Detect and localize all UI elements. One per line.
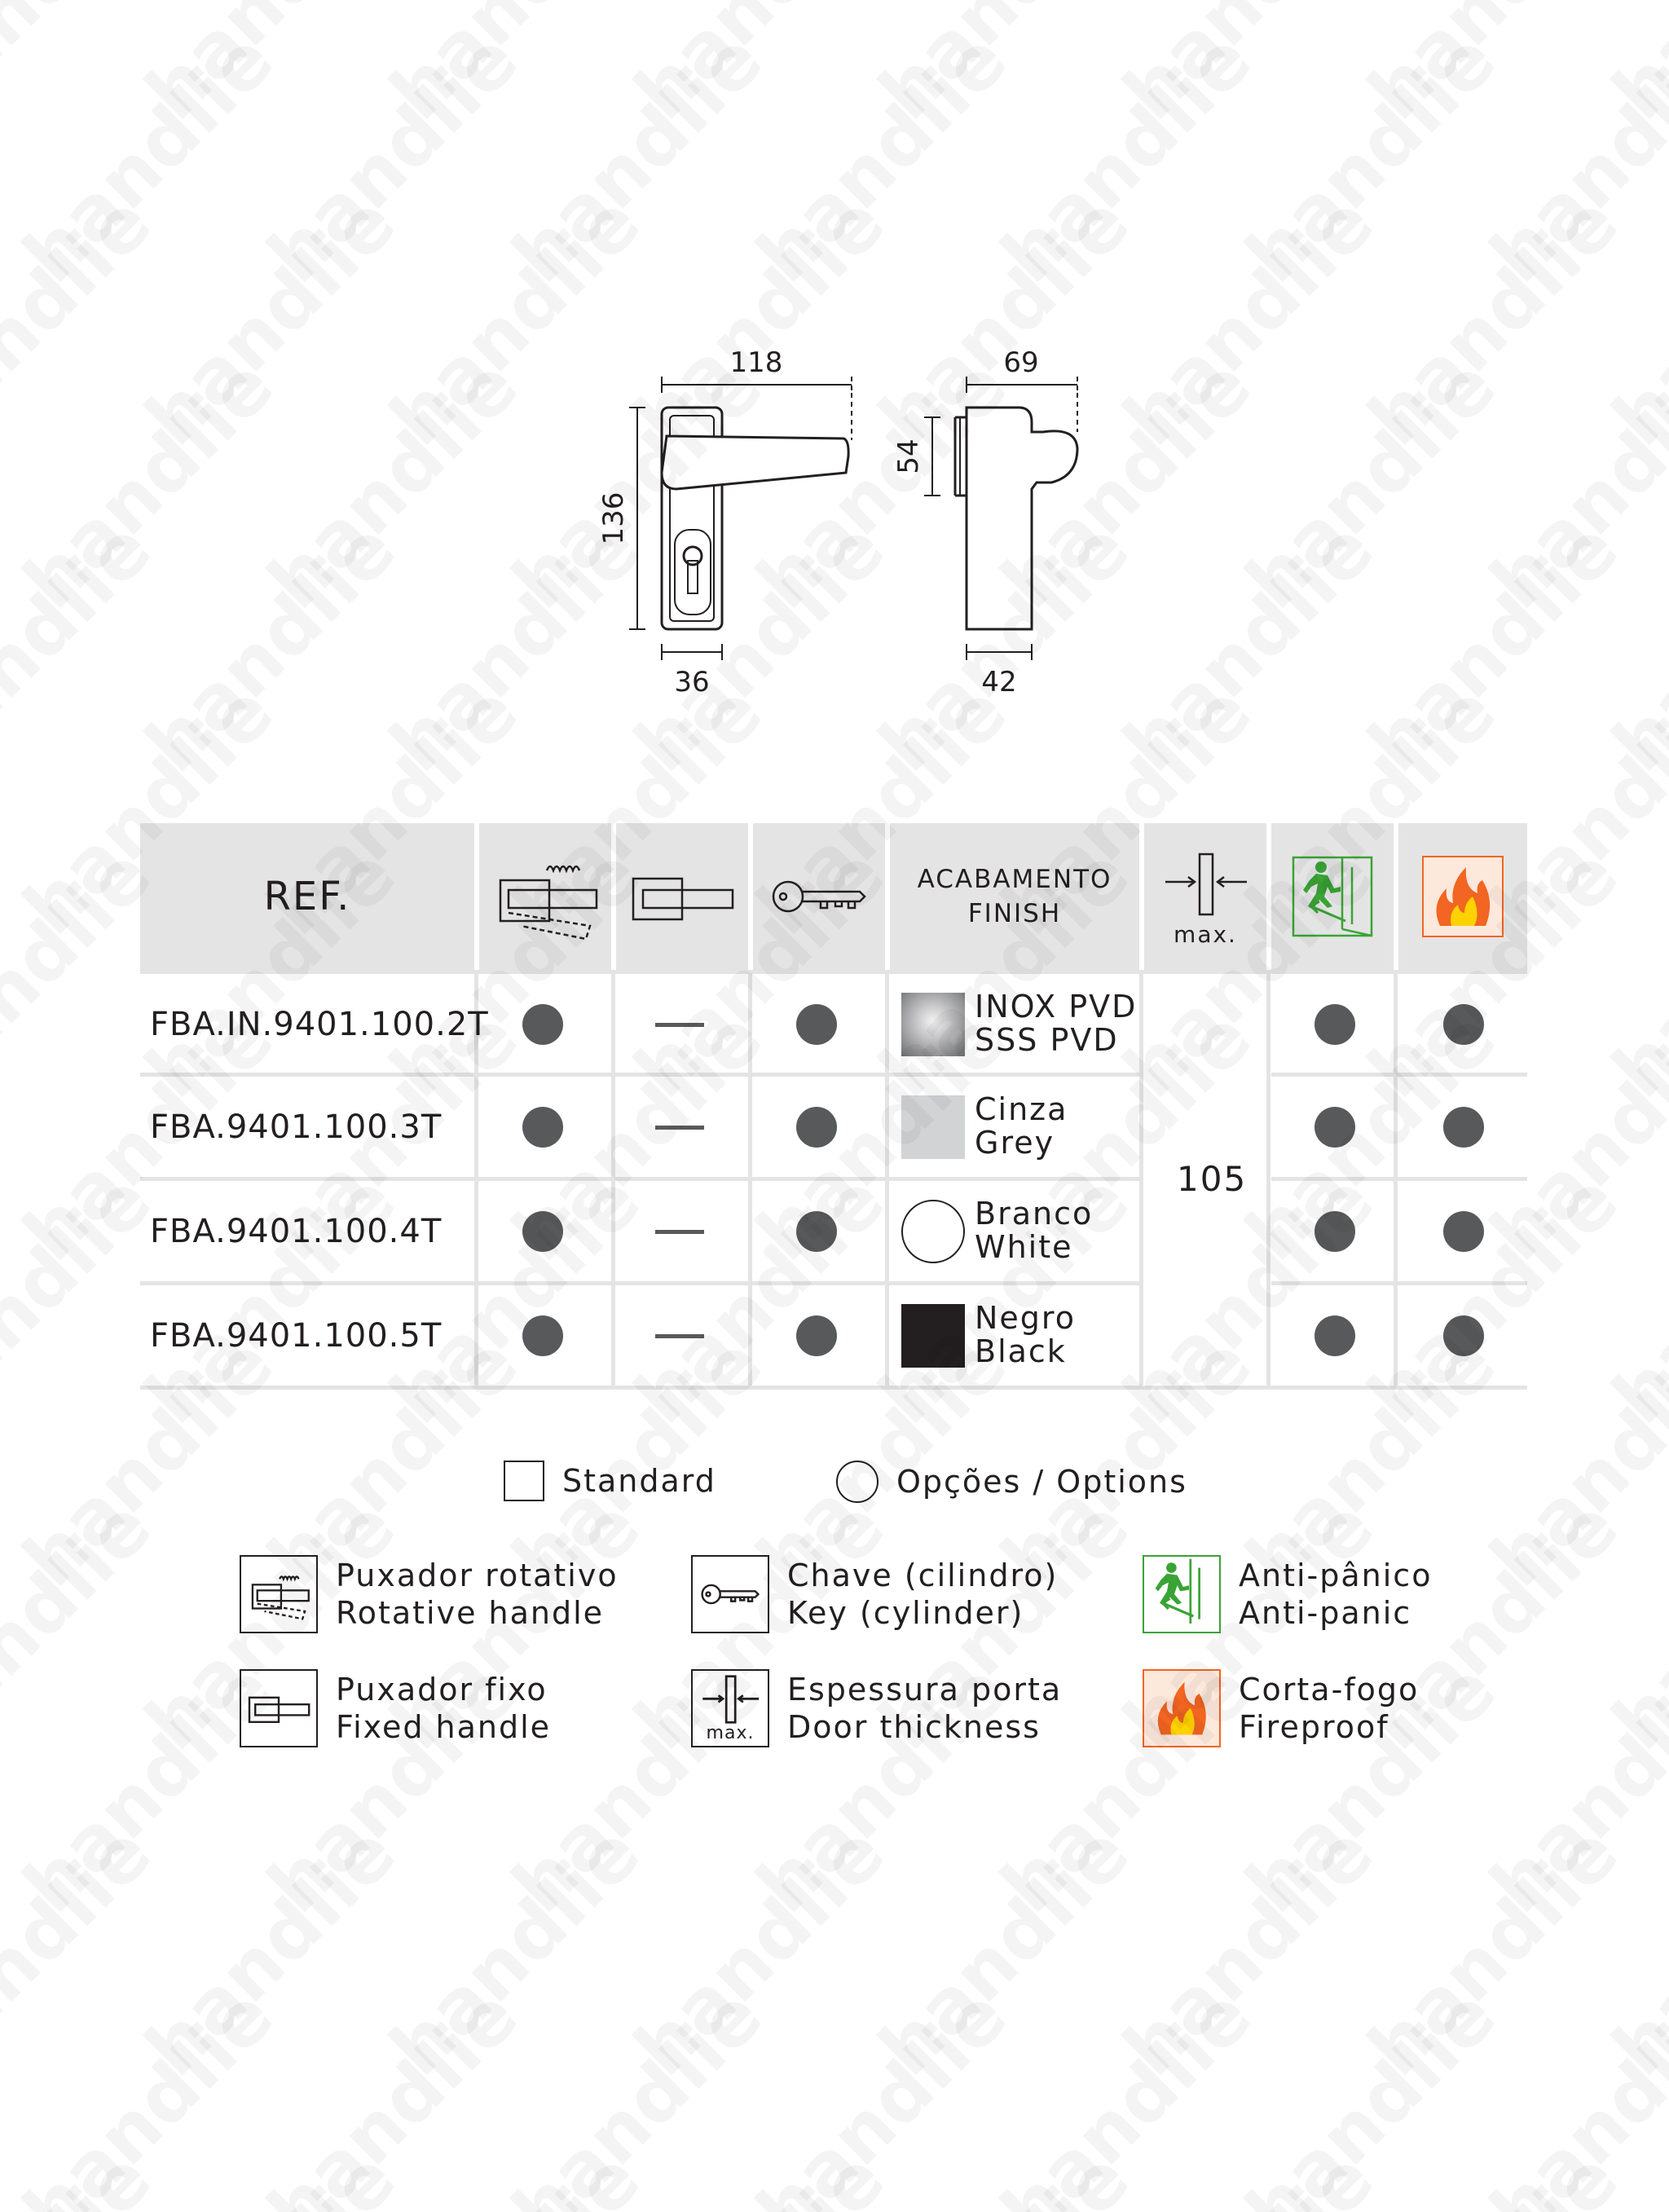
legend-anti-panic	[1143, 1555, 1432, 1633]
finish-header-en: FINISH	[967, 899, 1062, 928]
fixed-handle-legend-icon	[240, 1669, 318, 1747]
watermark-text	[373, 1809, 656, 2092]
fireproof-legend-icon	[1143, 1669, 1221, 1747]
watermark-text	[1351, 179, 1634, 462]
fireproof-icon	[1422, 856, 1504, 937]
watermark-text	[1351, 505, 1634, 788]
finish-header-pt: ACABAMENTO	[917, 865, 1112, 894]
watermark-text	[0, 1809, 168, 2092]
finish-name-pt: Negro	[975, 1300, 1076, 1336]
watermark-text	[1229, 16, 1512, 299]
handle-dimension-drawing	[570, 326, 1125, 717]
fireproof-standard-dot	[1443, 1211, 1484, 1252]
fixed-pt-label: Puxador fixo	[336, 1672, 548, 1707]
fixed-not-available-dash	[655, 1334, 704, 1338]
fixed-en-label: Fixed handle	[336, 1709, 552, 1745]
watermark-text	[1596, 2135, 1669, 2212]
door-thickness-icon	[1160, 846, 1250, 919]
rotative-handle-icon	[488, 848, 602, 945]
fixed-not-available-dash	[655, 1023, 704, 1027]
watermark-text	[251, 16, 534, 299]
rotative-handle-legend-icon	[240, 1555, 318, 1633]
rotative-pt-label: Puxador rotativo	[336, 1558, 619, 1593]
watermark-text	[1473, 1972, 1669, 2212]
watermark-text	[984, 1972, 1267, 2212]
table-row	[140, 974, 1527, 1075]
legend-standard-label: Standard	[562, 1463, 716, 1499]
options-circle-icon	[836, 1461, 879, 1503]
rotative-standard-dot	[522, 1315, 563, 1356]
rotative-standard-dot	[522, 1004, 563, 1045]
watermark-text	[0, 179, 168, 462]
finish-name-en: Grey	[975, 1125, 1055, 1161]
fixed-not-available-dash	[655, 1230, 704, 1234]
product-ref: FBA.IN.9401.100.2T	[150, 1006, 489, 1043]
table-row	[140, 1077, 1527, 1178]
key-standard-dot	[796, 1107, 837, 1148]
dim-side-height: 54	[892, 438, 925, 474]
anti-panic-standard-dot	[1315, 1315, 1355, 1356]
fireproof-standard-dot	[1443, 1107, 1484, 1148]
fire-pt-label: Corta-fogo	[1239, 1672, 1420, 1707]
watermark-text	[862, 2135, 1145, 2212]
anti-panic-header	[1271, 823, 1394, 970]
product-ref: FBA.9401.100.3T	[150, 1108, 443, 1146]
watermark-text	[7, 342, 289, 625]
watermark-text	[1596, 831, 1669, 1114]
thickness-pt-label: Espessura porta	[787, 1672, 1063, 1707]
watermark-text	[740, 16, 1023, 299]
watermark-text	[1351, 1809, 1634, 2092]
rotative-standard-dot	[522, 1211, 563, 1252]
rotative-standard-dot	[522, 1107, 563, 1148]
watermark-text	[1107, 2135, 1389, 2212]
dim-side-bottom: 42	[981, 666, 1017, 698]
fixed-not-available-dash	[655, 1126, 704, 1130]
finish-swatch-inox	[901, 993, 965, 1056]
fixed-handle-icon	[625, 856, 739, 937]
fire-en-label: Fireproof	[1239, 1709, 1389, 1745]
finish-name-en: Black	[975, 1333, 1067, 1369]
watermark-text	[1596, 1157, 1669, 1440]
watermark-text	[495, 16, 778, 299]
door-thickness-legend-icon	[691, 1669, 769, 1747]
finish-name-pt: Cinza	[975, 1091, 1068, 1127]
watermark-text	[129, 179, 412, 462]
watermark-text	[1473, 1646, 1669, 1929]
product-ref: FBA.9401.100.5T	[150, 1317, 443, 1355]
watermark-text	[618, 1809, 901, 2092]
ref-header	[140, 823, 474, 970]
legend-options-label: Opções / Options	[896, 1464, 1187, 1500]
watermark-text	[251, 342, 534, 625]
anti-panic-legend-icon	[1143, 1555, 1221, 1633]
fireproof-standard-dot	[1443, 1004, 1484, 1045]
finish-name-pt: Branco	[975, 1196, 1094, 1232]
watermark-text	[129, 2135, 412, 2212]
key-header	[753, 823, 885, 970]
table-row	[140, 1285, 1527, 1386]
key-standard-dot	[796, 1315, 837, 1356]
watermark-text	[129, 0, 412, 136]
finish-name-pt: INOX PVD	[975, 989, 1138, 1024]
watermark-text	[1596, 179, 1669, 462]
watermark-text	[1596, 0, 1669, 136]
watermark-text	[1107, 505, 1389, 788]
watermark-text	[740, 1972, 1023, 2212]
watermark-text	[1107, 0, 1389, 136]
legend-fireproof	[1143, 1669, 1419, 1747]
watermark-text	[373, 2135, 656, 2212]
watermark-text	[1351, 2135, 1634, 2212]
finish-swatch-grey	[901, 1095, 965, 1159]
finish-name-en: White	[975, 1229, 1073, 1265]
key-standard-dot	[796, 1211, 837, 1252]
watermark-text	[0, 2135, 168, 2212]
watermark-text	[129, 505, 412, 788]
legend-rotative-handle	[240, 1555, 619, 1633]
anti-panic-standard-dot	[1315, 1107, 1355, 1148]
rotative-en-label: Rotative handle	[336, 1595, 605, 1631]
watermark-text	[1107, 1809, 1389, 2092]
watermark-text	[862, 1809, 1145, 2092]
watermark-text	[618, 2135, 901, 2212]
max-label: max.	[1174, 920, 1237, 948]
standard-box-icon	[504, 1461, 544, 1501]
finish-swatch-white	[901, 1200, 965, 1263]
rotative-handle-header	[479, 823, 611, 970]
thickness-en-label: Door thickness	[787, 1709, 1041, 1745]
key-standard-dot	[796, 1004, 837, 1045]
anti-panic-icon	[1292, 856, 1373, 937]
anti-panic-standard-dot	[1315, 1004, 1355, 1045]
legend-fixed-handle	[240, 1669, 551, 1747]
fireproof-header	[1398, 823, 1527, 970]
key-pt-label: Chave (cilindro)	[787, 1558, 1059, 1593]
watermark-text	[1473, 16, 1669, 299]
fireproof-standard-dot	[1443, 1315, 1484, 1356]
watermark-text	[495, 1972, 778, 2212]
table-row	[140, 1181, 1527, 1282]
watermark-text	[373, 0, 656, 136]
anti-panic-standard-dot	[1315, 1211, 1355, 1252]
watermark-text	[251, 1972, 534, 2212]
fixed-handle-header	[616, 823, 748, 970]
legend-max-label: max.	[706, 1723, 755, 1743]
key-icon	[762, 864, 876, 929]
watermark-text	[618, 0, 901, 136]
legend-standard	[504, 1461, 716, 1501]
watermark-text	[7, 1972, 289, 2212]
dim-front-width: 118	[729, 346, 783, 379]
product-ref: FBA.9401.100.4T	[150, 1213, 443, 1250]
finish-swatch-black	[901, 1304, 965, 1368]
ref-header-label: REF.	[263, 874, 351, 919]
legend-key	[691, 1555, 1058, 1633]
watermark-text	[1473, 342, 1669, 625]
watermark-text	[1229, 1972, 1512, 2212]
legend-door-thickness	[691, 1669, 1062, 1747]
watermark-text	[1229, 342, 1512, 625]
product-table	[140, 823, 1527, 1392]
watermark-text	[862, 0, 1145, 136]
watermark-text	[0, 505, 168, 788]
watermark-text	[1596, 1483, 1669, 1766]
technical-drawing	[570, 326, 1125, 717]
watermark-text	[129, 1809, 412, 2092]
finish-header	[890, 823, 1139, 970]
watermark-text	[984, 16, 1267, 299]
dim-side-width: 69	[1003, 346, 1039, 379]
door-thickness-header	[1144, 823, 1266, 970]
door-thickness-value: 105	[1177, 1159, 1248, 1199]
finish-name-en: SSS PVD	[975, 1022, 1119, 1058]
watermark-text	[0, 0, 168, 136]
watermark-text	[1596, 505, 1669, 788]
legend-options	[836, 1461, 1187, 1503]
dim-front-bottom: 36	[674, 666, 710, 698]
watermark-text	[0, 1483, 168, 1766]
watermark-text	[1351, 0, 1634, 136]
panic-en-label: Anti-panic	[1239, 1595, 1412, 1631]
watermark-text	[1596, 1809, 1669, 2092]
key-en-label: Key (cylinder)	[787, 1595, 1024, 1631]
panic-pt-label: Anti-pânico	[1239, 1558, 1433, 1593]
watermark-text	[1107, 179, 1389, 462]
dim-front-height: 136	[597, 491, 630, 545]
key-legend-icon	[691, 1555, 769, 1633]
watermark-text	[7, 16, 289, 299]
